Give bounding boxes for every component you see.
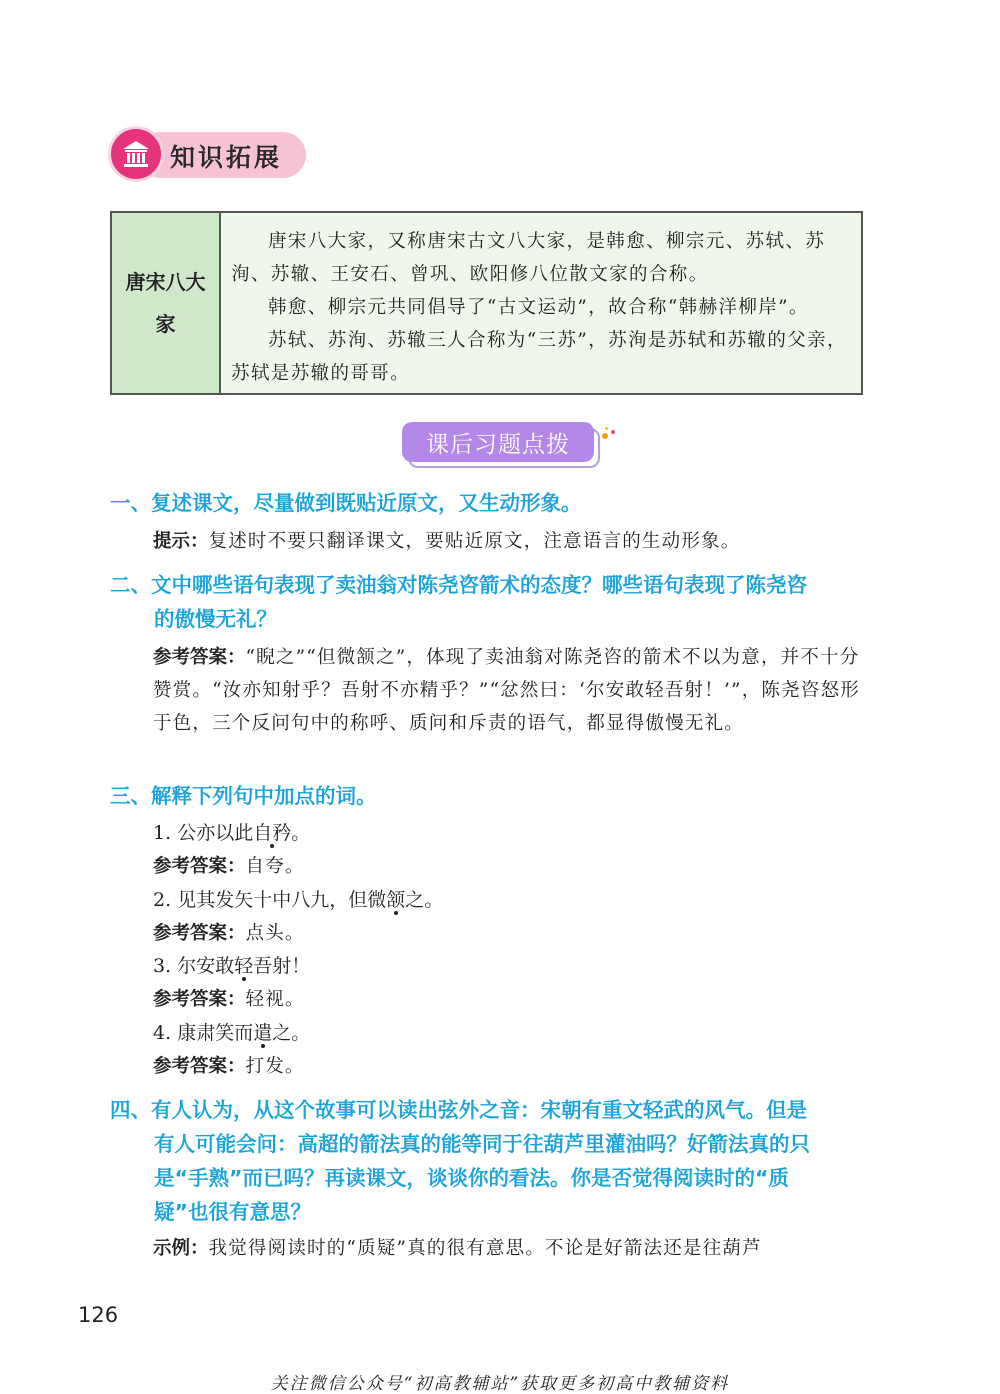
item-answer [153,1050,865,1083]
item-number: 3. [153,955,172,977]
item-text: 吾射！ [253,955,311,977]
item-text: 之。 [405,889,444,911]
table-paragraph: 韩愈、柳宗元共同倡导了“古文运动”，故合称“韩赫洋柳岸”。 [268,297,809,318]
answer-text: 轻视。 [245,989,305,1010]
badge-circle [108,126,164,182]
answer-label: 提示： [153,531,209,552]
item-text: 康肃笑而 [177,1022,254,1044]
item-answer [153,850,865,883]
item-text: 之。 [272,1022,311,1044]
table-body-cell [221,213,861,393]
list-item [153,1017,310,1050]
answer-text: 打发。 [245,1056,305,1077]
question-line: 二、文中哪些语句表现了卖油翁对陈尧咨箭术的态度？哪些语句表现了陈尧咨 [110,573,807,597]
answer-label: 参考答案： [153,647,246,668]
answer-text: 点头。 [245,923,305,944]
item-text: 公亦以此 [177,822,254,844]
item-answer [153,917,865,950]
item-number: 2. [153,889,172,911]
question-line: 有人可能会问：高超的箭法真的能等同于往葫芦里灌油吗？好箭法真的只 [154,1132,810,1156]
knowledge-badge [108,126,308,182]
item-text: 见其发矢十中八九，但微 [177,889,387,911]
answer-text: “睨之”“但微颔之”，体现了卖油翁对陈尧咨的箭术不以为意，并不十分赞赏。“汝亦知射乎？吾射不亦精乎？”“忿然曰：‘尔安敢轻吾射！’”，陈尧咨怒形于色，三个反问句中的称呼、质问和斥责的语气，都显得傲慢无礼。 [153,647,860,734]
table-header-cell: 唐宋八大家 [112,213,221,393]
question-line: 疑”也很有意思？ [154,1200,311,1224]
question-3: 三、解释下列句中加点的词。 [110,784,377,808]
section-tag [402,422,594,462]
question-2 [110,568,870,636]
answer-text: 我觉得阅读时的“质疑”真的很有意思。不论是好箭法还是往葫芦 [208,1238,762,1259]
answer-text: 复述时不要只翻译课文，要贴近原文，注意语言的生动形象。 [208,531,741,552]
item-number: 4. [153,1022,172,1044]
list-item [153,950,310,983]
item-text: 尔安敢 [177,955,235,977]
item-number: 1. [153,822,172,844]
item-text: 。 [291,822,311,844]
table-paragraph: 唐宋八大家，又称唐宋古文八大家，是韩愈、柳宗元、苏轼、苏洵、苏辙、王安石、曾巩、欧阳修八位散文家的合称。 [231,231,826,285]
answer-4 [153,1232,865,1265]
answer-label: 参考答案： [153,856,246,877]
footer-watermark: 关注微信公众号“初高教辅站”获取更多初高中教辅资料 [270,1374,730,1394]
section-title: 课后习题点拨 [402,422,594,462]
badge-title: 知识拓展 [170,143,283,172]
dotted-word: 轻 [234,955,254,977]
dotted-word: 遣 [253,1022,273,1044]
dotted-word: 自矜 [253,822,292,844]
answer-text: 自夸。 [245,856,305,877]
museum-icon [121,139,151,169]
list-item [153,884,443,917]
answer-2 [153,641,865,740]
question-4 [110,1093,870,1229]
answer-label: 参考答案： [153,989,246,1010]
question-line: 的傲慢无礼？ [154,607,277,631]
question-line: 四、有人认为，从这个故事可以读出弦外之音：宋朝有重文轻武的风气。但是 [110,1098,807,1122]
answer-1 [153,525,865,558]
table-paragraph: 苏轼、苏洵、苏辙三人合称为“三苏”，苏洵是苏轼和苏辙的父亲，苏轼是苏辙的哥哥。 [231,330,847,384]
question-line: 是“手熟”而已吗？再读课文，谈谈你的看法。你是否觉得阅读时的“质 [154,1166,789,1190]
page-number: 126 [78,1303,119,1327]
answer-label: 示例： [153,1238,209,1259]
answer-label: 参考答案： [153,1056,246,1077]
knowledge-table [110,211,863,395]
question-1: 一、复述课文，尽量做到既贴近原文，又生动形象。 [110,491,582,515]
answer-label: 参考答案： [153,923,246,944]
list-item [153,817,310,850]
dotted-word: 颔 [386,889,406,911]
item-answer [153,983,865,1016]
